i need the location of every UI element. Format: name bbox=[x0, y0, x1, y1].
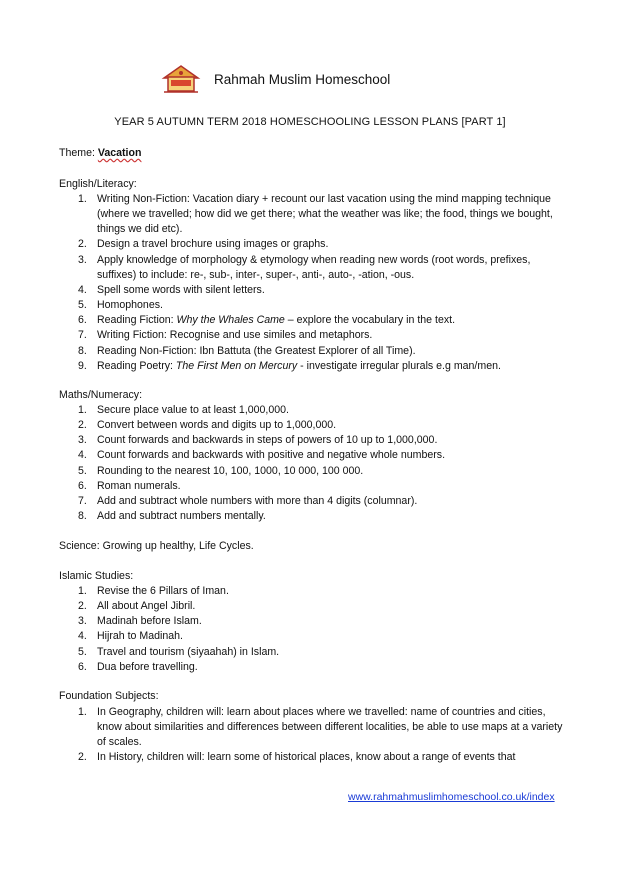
english-heading: English/Literacy: bbox=[59, 178, 137, 190]
page-header bbox=[160, 64, 390, 94]
science-line: Science: Growing up healthy, Life Cycles. bbox=[59, 540, 254, 552]
item-number: 3. bbox=[78, 434, 87, 447]
item-text: Count forwards and backwards with positive and negative whole numbers. bbox=[97, 449, 446, 462]
list-item bbox=[59, 629, 569, 644]
english-list bbox=[59, 192, 569, 374]
house-logo-icon bbox=[160, 64, 202, 94]
item-number: 2. bbox=[78, 751, 87, 764]
item-text: Homophones. bbox=[97, 299, 163, 312]
item-number: 6. bbox=[78, 479, 87, 492]
list-item bbox=[59, 660, 569, 675]
item-text: Reading Poetry: bbox=[97, 359, 176, 372]
item-text: Count forwards and backwards in steps of powers of 10 up to 1,000,000. bbox=[97, 434, 438, 447]
item-text: Rounding to the nearest 10, 100, 1000, 10 000, 100 000. bbox=[97, 464, 364, 477]
item-text: Roman numerals. bbox=[97, 479, 181, 492]
list-item bbox=[59, 599, 569, 614]
school-name: Rahmah Muslim Homeschool bbox=[214, 71, 391, 87]
list-item bbox=[59, 750, 569, 765]
list-item bbox=[59, 328, 569, 343]
item-number: 4. bbox=[78, 283, 87, 296]
item-number: 3. bbox=[78, 253, 87, 266]
item-number: 1. bbox=[78, 585, 87, 597]
list-item bbox=[59, 494, 569, 509]
item-text: Apply knowledge of morphology & etymology when reading new words (root words, prefixes, suffixes) to include: re-, sub-, inter-, super-, anti-, auto-, -ation, -ous. bbox=[97, 253, 531, 281]
list-item bbox=[59, 464, 569, 479]
item-number: 5. bbox=[78, 299, 87, 312]
maths-list bbox=[59, 403, 569, 524]
item-number: 2. bbox=[78, 238, 87, 251]
item-text: Madinah before Islam. bbox=[97, 615, 202, 628]
list-item bbox=[59, 418, 569, 433]
item-text: Revise the 6 Pillars of Iman. bbox=[97, 585, 229, 597]
poem-title: The First Men on Mercury bbox=[175, 359, 298, 372]
item-text: Reading Fiction: bbox=[97, 314, 177, 327]
item-number: 1. bbox=[78, 193, 87, 205]
item-number: 5. bbox=[78, 464, 87, 477]
item-number: 1. bbox=[78, 404, 87, 416]
item-text: - investigate irregular plurals e.g man/men. bbox=[297, 359, 501, 372]
list-item bbox=[59, 705, 569, 750]
item-text: Convert between words and digits up to 1,000,000. bbox=[97, 419, 337, 432]
item-text: In History, children will: learn some of historical places, know about a range of events that bbox=[97, 751, 516, 764]
theme-label: Theme: bbox=[59, 147, 98, 159]
item-number: 8. bbox=[78, 344, 87, 357]
item-text: Design a travel brochure using images or graphs. bbox=[97, 238, 329, 251]
item-text: Writing Non-Fiction: Vacation diary + recount our last vacation using the mind mapping technique (where we travelled; how did we get there; what the weather was like; the food, things we bought, things we did etc). bbox=[97, 193, 553, 236]
list-item bbox=[59, 645, 569, 660]
list-item bbox=[59, 359, 569, 374]
list-item bbox=[59, 313, 569, 328]
list-item bbox=[59, 614, 569, 629]
item-number: 7. bbox=[78, 329, 87, 342]
list-item bbox=[59, 253, 569, 283]
foundation-heading: Foundation Subjects: bbox=[59, 690, 159, 702]
list-item bbox=[59, 192, 569, 237]
item-text: Secure place value to at least 1,000,000. bbox=[97, 404, 289, 416]
theme-line bbox=[59, 146, 141, 161]
website-link[interactable]: www.rahmahmuslimhomeschool.co.uk/index bbox=[348, 791, 555, 803]
item-text: Writing Fiction: Recognise and use similes and metaphors. bbox=[97, 329, 373, 342]
item-number: 6. bbox=[78, 314, 87, 327]
item-text: – explore the vocabulary in the text. bbox=[284, 314, 456, 327]
list-item bbox=[59, 283, 569, 298]
item-text: Add and subtract whole numbers with more than 4 digits (columnar). bbox=[97, 494, 418, 507]
document-title: YEAR 5 AUTUMN TERM 2018 HOMESCHOOLING LESSON PLANS [PART 1] bbox=[114, 116, 506, 128]
islamic-list bbox=[59, 584, 569, 675]
item-text: Reading Non-Fiction: Ibn Battuta (the Greatest Explorer of all Time). bbox=[97, 344, 416, 357]
item-text: All about Angel Jibril. bbox=[97, 600, 196, 613]
item-number: 5. bbox=[78, 645, 87, 658]
item-number: 3. bbox=[78, 615, 87, 628]
item-text: Dua before travelling. bbox=[97, 660, 198, 673]
list-item bbox=[59, 479, 569, 494]
list-item bbox=[59, 433, 569, 448]
item-number: 9. bbox=[78, 359, 87, 372]
item-number: 6. bbox=[78, 660, 87, 673]
foundation-list bbox=[59, 705, 569, 766]
item-number: 4. bbox=[78, 630, 87, 643]
item-text: In Geography, children will: learn about places where we travelled: name of countries and cities, know about similarities and differences between different localities, be able to use maps at a variety of scales. bbox=[97, 706, 563, 749]
list-item bbox=[59, 448, 569, 463]
item-text: Hijrah to Madinah. bbox=[97, 630, 183, 643]
item-text: Add and subtract numbers mentally. bbox=[97, 510, 266, 523]
list-item bbox=[59, 509, 569, 524]
islamic-heading: Islamic Studies: bbox=[59, 570, 134, 582]
item-number: 7. bbox=[78, 494, 87, 507]
theme-value: Vacation bbox=[97, 147, 142, 159]
list-item bbox=[59, 344, 569, 359]
item-number: 8. bbox=[78, 510, 87, 523]
item-number: 2. bbox=[78, 419, 87, 432]
list-item bbox=[59, 298, 569, 313]
item-number: 2. bbox=[78, 600, 87, 613]
item-number: 1. bbox=[78, 706, 87, 718]
maths-heading: Maths/Numeracy: bbox=[59, 389, 143, 401]
list-item bbox=[59, 584, 569, 599]
item-number: 4. bbox=[78, 449, 87, 462]
list-item bbox=[59, 237, 569, 252]
item-text: Travel and tourism (siyaahah) in Islam. bbox=[97, 645, 280, 658]
list-item bbox=[59, 403, 569, 418]
book-title: Why the Whales Came bbox=[176, 314, 285, 327]
item-text: Spell some words with silent letters. bbox=[97, 283, 265, 296]
